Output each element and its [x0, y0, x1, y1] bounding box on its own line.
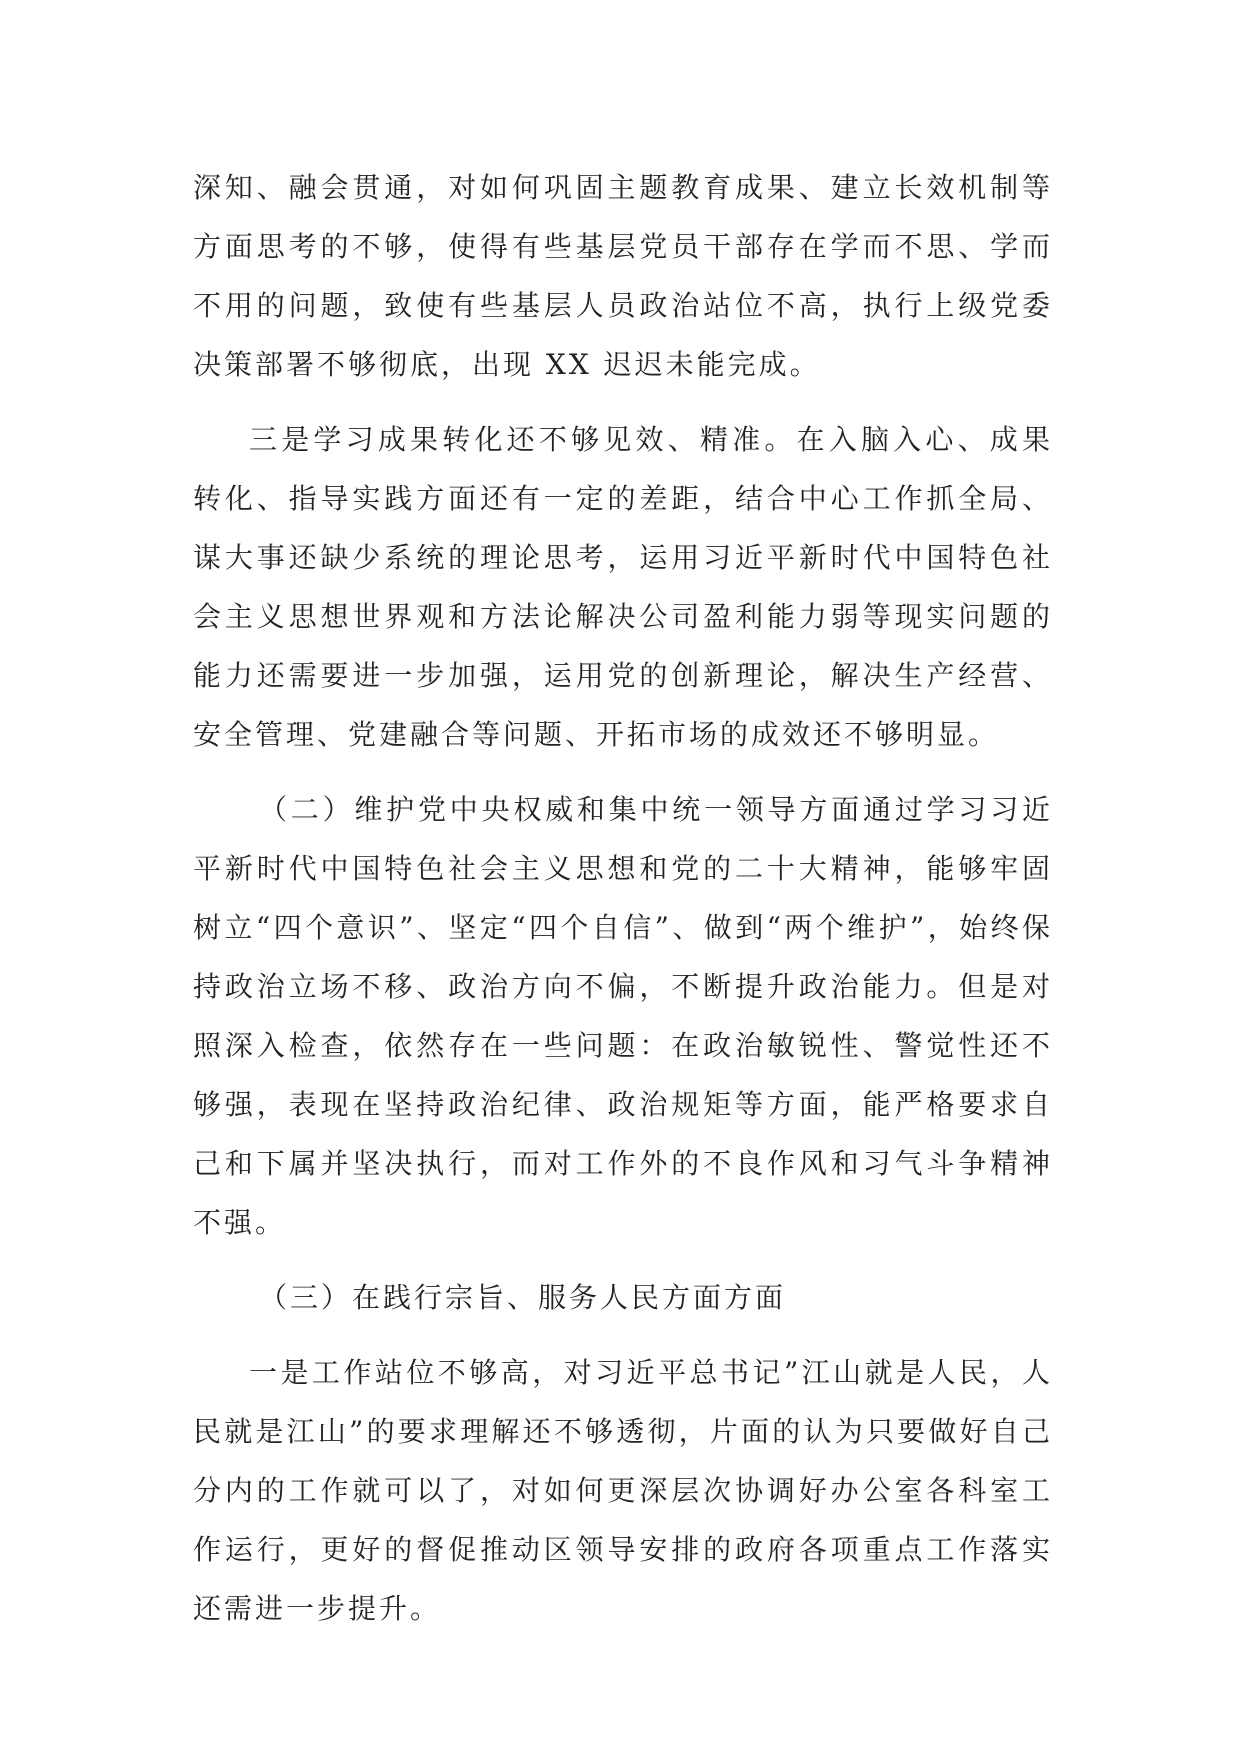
paragraph-continuation: 深知、融会贯通，对如何巩固主题教育成果、建立长效机制等方面思考的不够，使得有些基层党员干部存在学而不思、学而不用的问题，致使有些基层人员政治站位不高，执行上级党委决策部署不够彻底，出现 XX 迟迟未能完成。	[193, 171, 1053, 381]
section-heading-three: （三）在践行宗旨、服务人民方面方面	[259, 1281, 787, 1314]
document-body	[193, 158, 1053, 1654]
section-heading-two: （二）维护党中央权威和集中统一领导方面通过学习习近平新时代中国特色社会主义思想和党的二十大精神，能够牢固树立“四个意识”、坚定“四个自信”、做到“两个维护”，始终保持政治立场不移、政治方向不偏，不断提升政治能力。但是对照深入检查，依然存在一些问题：在政治敏锐性、警觉性还不够强，表现在坚持政治纪律、政治规矩等方面，能严格要求自己和下属并坚决执行，而对工作外的不良作风和习气斗争精神不强。	[193, 793, 1053, 1239]
paragraph-point-one: 一是工作站位不够高，对习近平总书记”江山就是人民，人民就是江山”的要求理解还不够透彻，片面的认为只要做好自己分内的工作就可以了，对如何更深层次协调好办公室各科室工作运行，更好的督促推动区领导安排的政府各项重点工作落实还需进一步提升。	[193, 1356, 1053, 1625]
paragraph-point-three: 三是学习成果转化还不够见效、精准。在入脑入心、成果转化、指导实践方面还有一定的差距，结合中心工作抓全局、谋大事还缺少系统的理论思考，运用习近平新时代中国特色社会主义思想世界观和方法论解决公司盈利能力弱等现实问题的能力还需要进一步加强，运用党的创新理论，解决生产经营、安全管理、党建融合等问题、开拓市场的成效还不够明显。	[193, 423, 1053, 751]
